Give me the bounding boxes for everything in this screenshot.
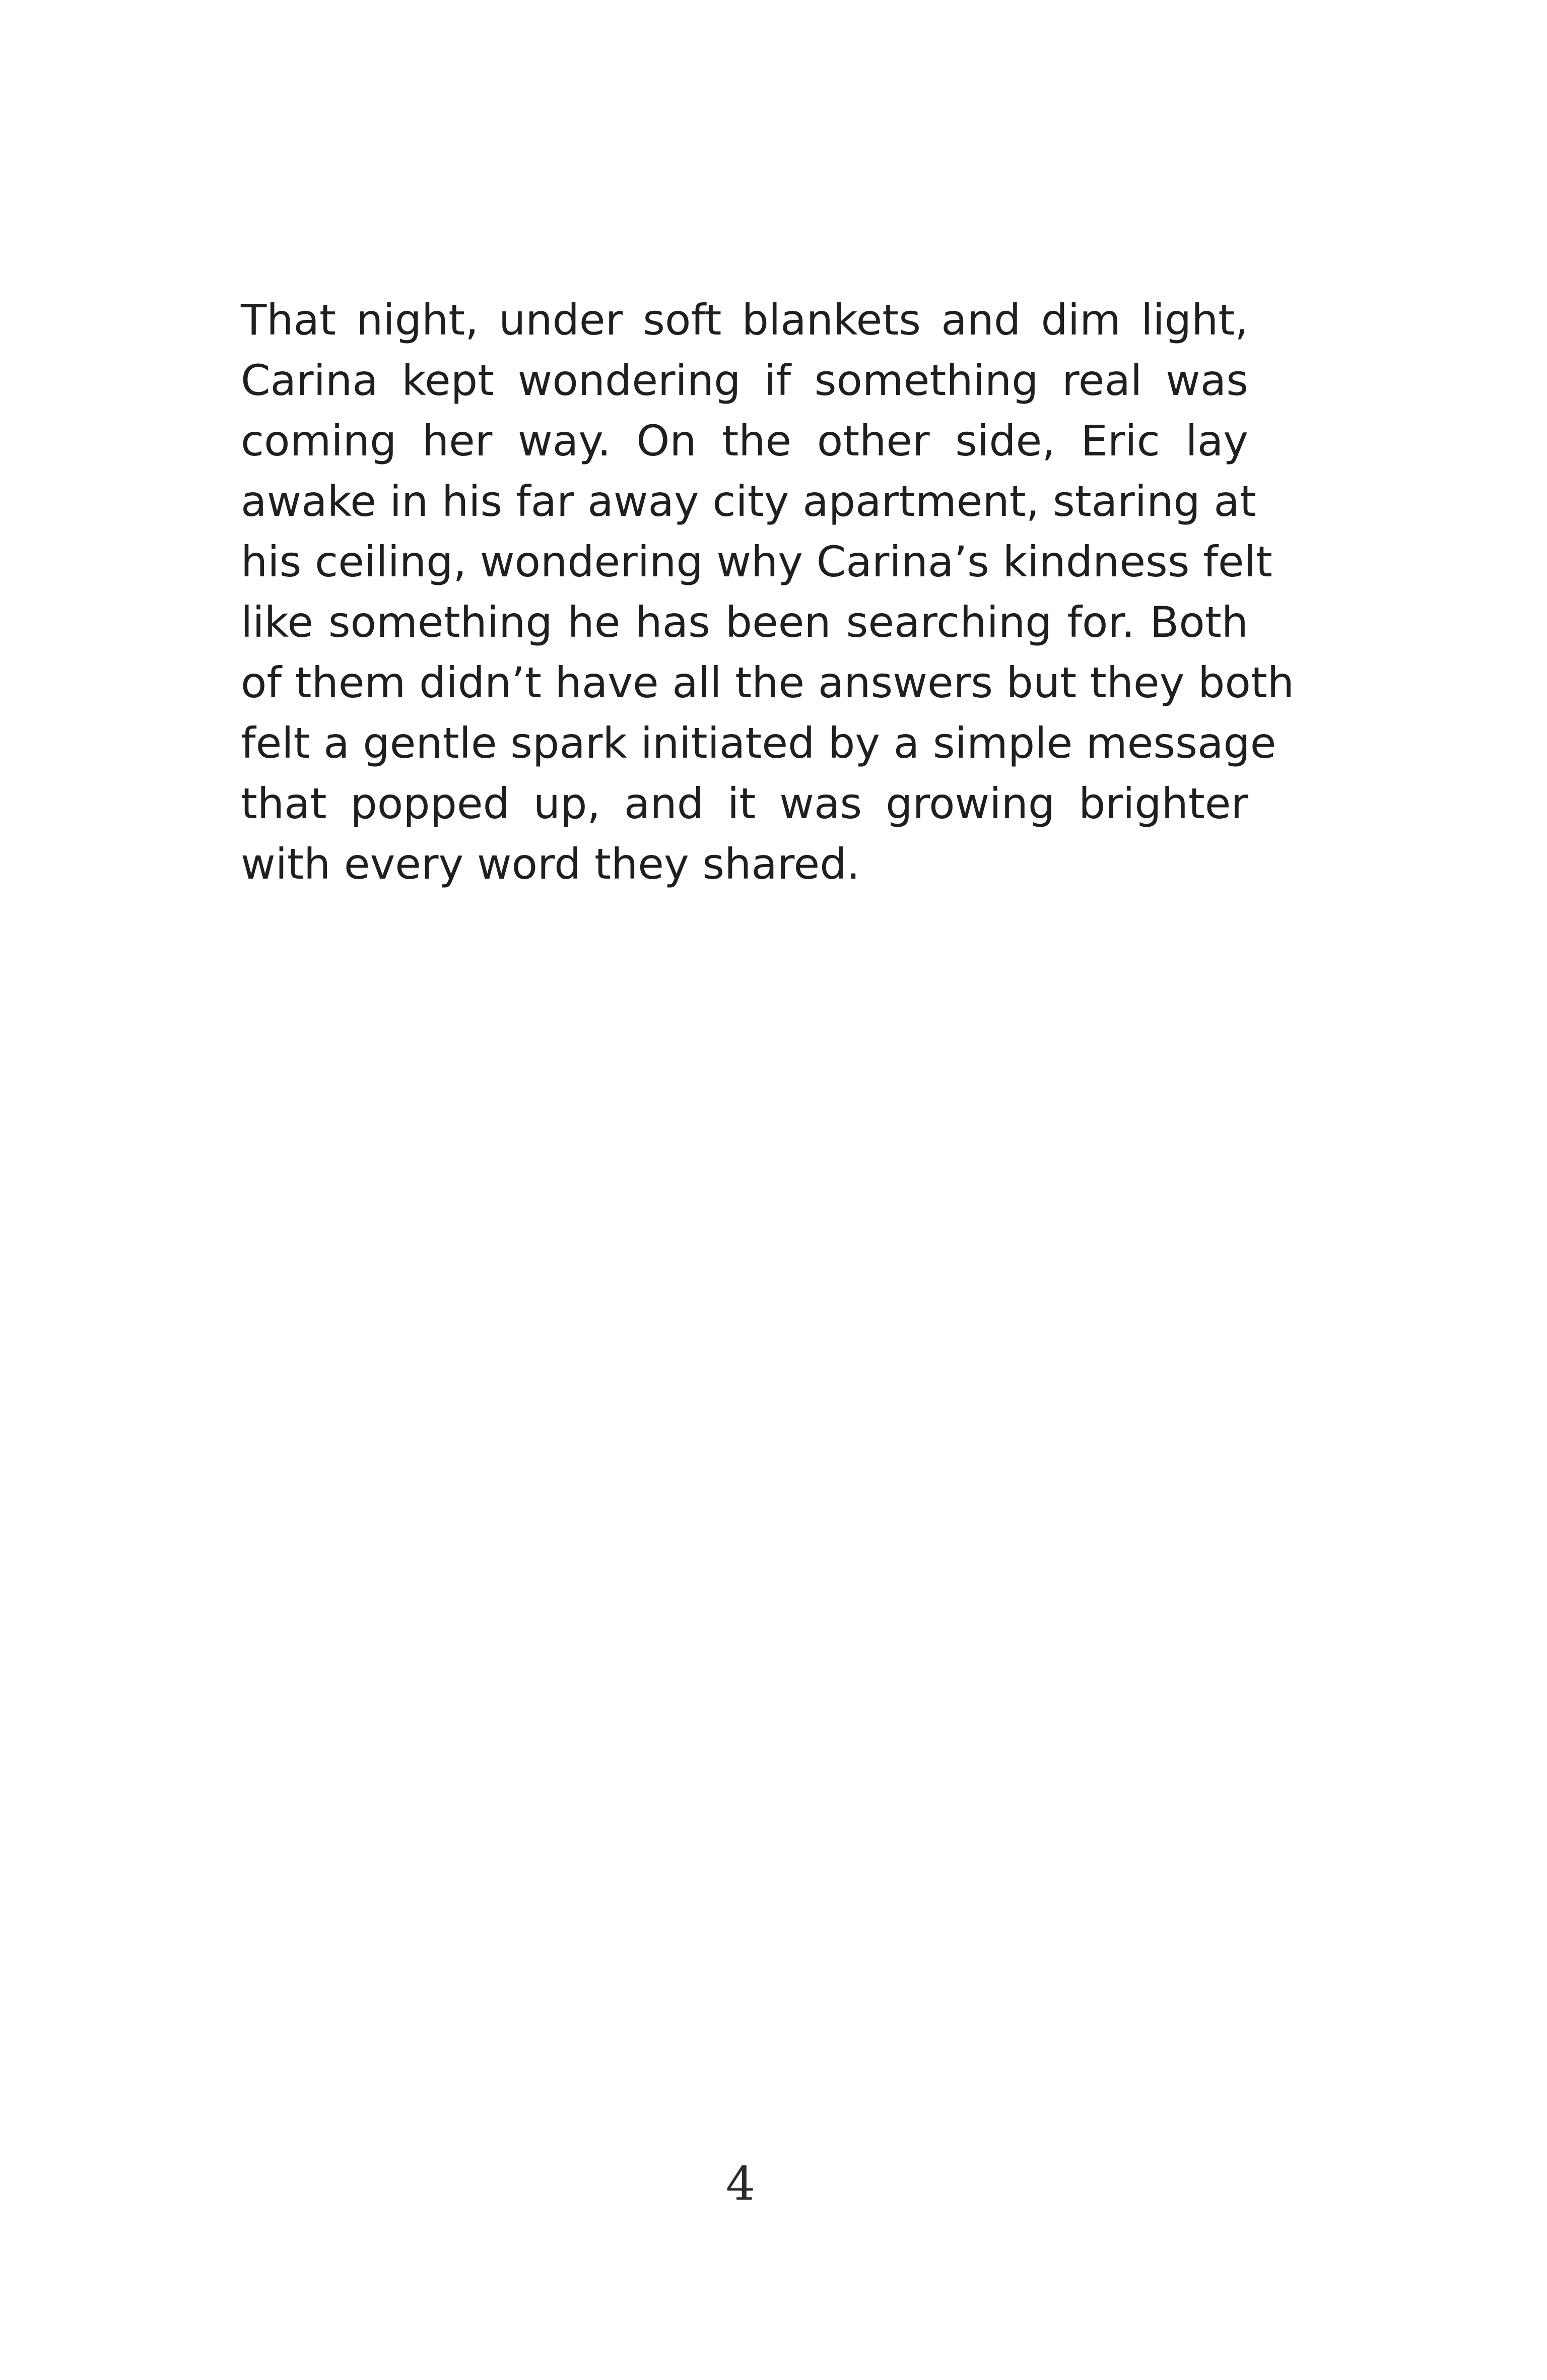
paragraph-line: of them didn’t have all the answers but they both bbox=[241, 658, 1295, 707]
paragraph-line: felt a gentle spark initiated by a simple message bbox=[241, 718, 1276, 768]
paragraph-line: that popped up, and it was growing brighter bbox=[241, 779, 1248, 828]
paragraph-line: coming her way. On the other side, Eric lay bbox=[241, 416, 1248, 466]
paragraph-line: Carina kept wondering if something real was bbox=[241, 356, 1248, 405]
body-paragraph bbox=[241, 290, 1295, 894]
paragraph-line: his ceiling, wondering why Carina’s kindness felt bbox=[241, 537, 1272, 586]
paragraph-line: like something he has been searching for. Both bbox=[241, 598, 1248, 647]
paragraph-line: awake in his far away city apartment, staring at bbox=[241, 477, 1256, 526]
paragraph-line: with every word they shared. bbox=[241, 839, 860, 889]
paragraph-line: That night, under soft blankets and dim light, bbox=[241, 295, 1248, 345]
page-number: 4 bbox=[725, 2157, 756, 2211]
